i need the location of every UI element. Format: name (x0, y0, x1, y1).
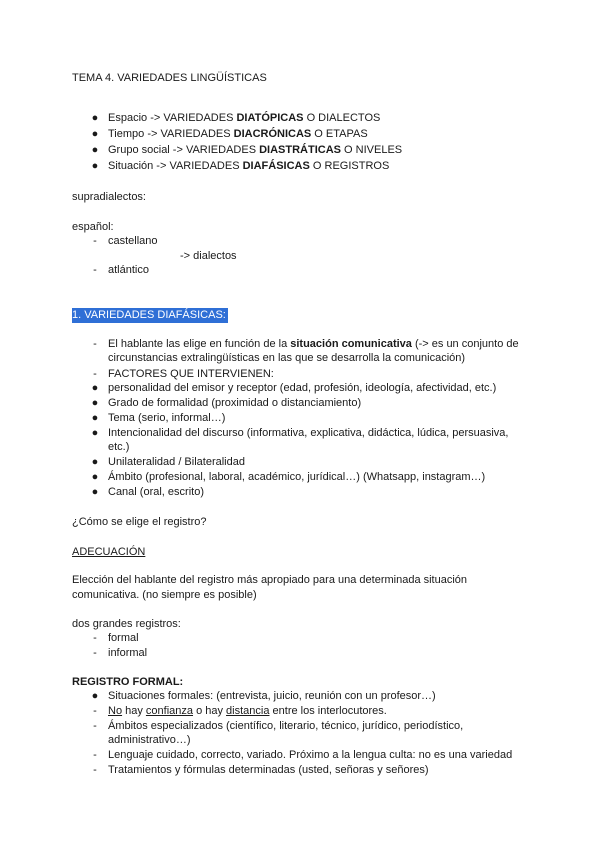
adecuacion-heading: ADECUACIÓN (72, 546, 146, 558)
dos-registros-label: dos grandes registros: (72, 618, 181, 630)
dash-icon: - (93, 632, 97, 644)
dash-icon: - (93, 338, 97, 350)
dash-icon: - (93, 368, 97, 380)
bullet-icon: ● (91, 690, 99, 702)
bullet-icon: ● (91, 128, 99, 140)
question-text: ¿Cómo se elige el registro? (72, 516, 207, 528)
hablante-continuation: circunstancias extralingüísticas en las que se desarrolla la comunicación) (108, 352, 466, 364)
dash-icon: - (93, 720, 97, 732)
dash-icon: - (93, 264, 97, 276)
bullet-icon: ● (91, 112, 99, 124)
bullet-icon: ● (91, 412, 99, 424)
bullet-icon: ● (91, 456, 99, 468)
document-title: TEMA 4. VARIEDADES LINGÜÍSTICAS (72, 72, 267, 84)
espanol-label: español: (72, 221, 114, 233)
bullet-icon: ● (91, 471, 99, 483)
supradialectos-label: supradialectos: (72, 191, 146, 203)
bullet-icon: ● (91, 160, 99, 172)
dash-icon: - (93, 647, 97, 659)
bullet-icon: ● (91, 486, 99, 498)
bullet-icon: ● (91, 397, 99, 409)
section-heading: 1. VARIEDADES DIAFÁSICAS: (72, 309, 226, 321)
bullet-icon: ● (91, 427, 99, 439)
paragraph-line: comunicativa. (no siempre es posible) (72, 589, 257, 601)
bullet-icon: ● (91, 382, 99, 394)
list-item-continuation: etc.) (108, 441, 130, 453)
dash-icon: - (93, 705, 97, 717)
bullet-icon: ● (91, 144, 99, 156)
dialectos-note: -> dialectos (180, 250, 237, 262)
dash-icon: - (93, 749, 97, 761)
paragraph-line: Elección del hablante del registro más apropiado para una determinada situación (72, 574, 468, 586)
dash-icon: - (93, 764, 97, 776)
registro-formal-heading: REGISTRO FORMAL: (72, 676, 184, 688)
list-item-continuation: administrativo…) (108, 734, 191, 746)
dash-icon: - (93, 235, 97, 247)
